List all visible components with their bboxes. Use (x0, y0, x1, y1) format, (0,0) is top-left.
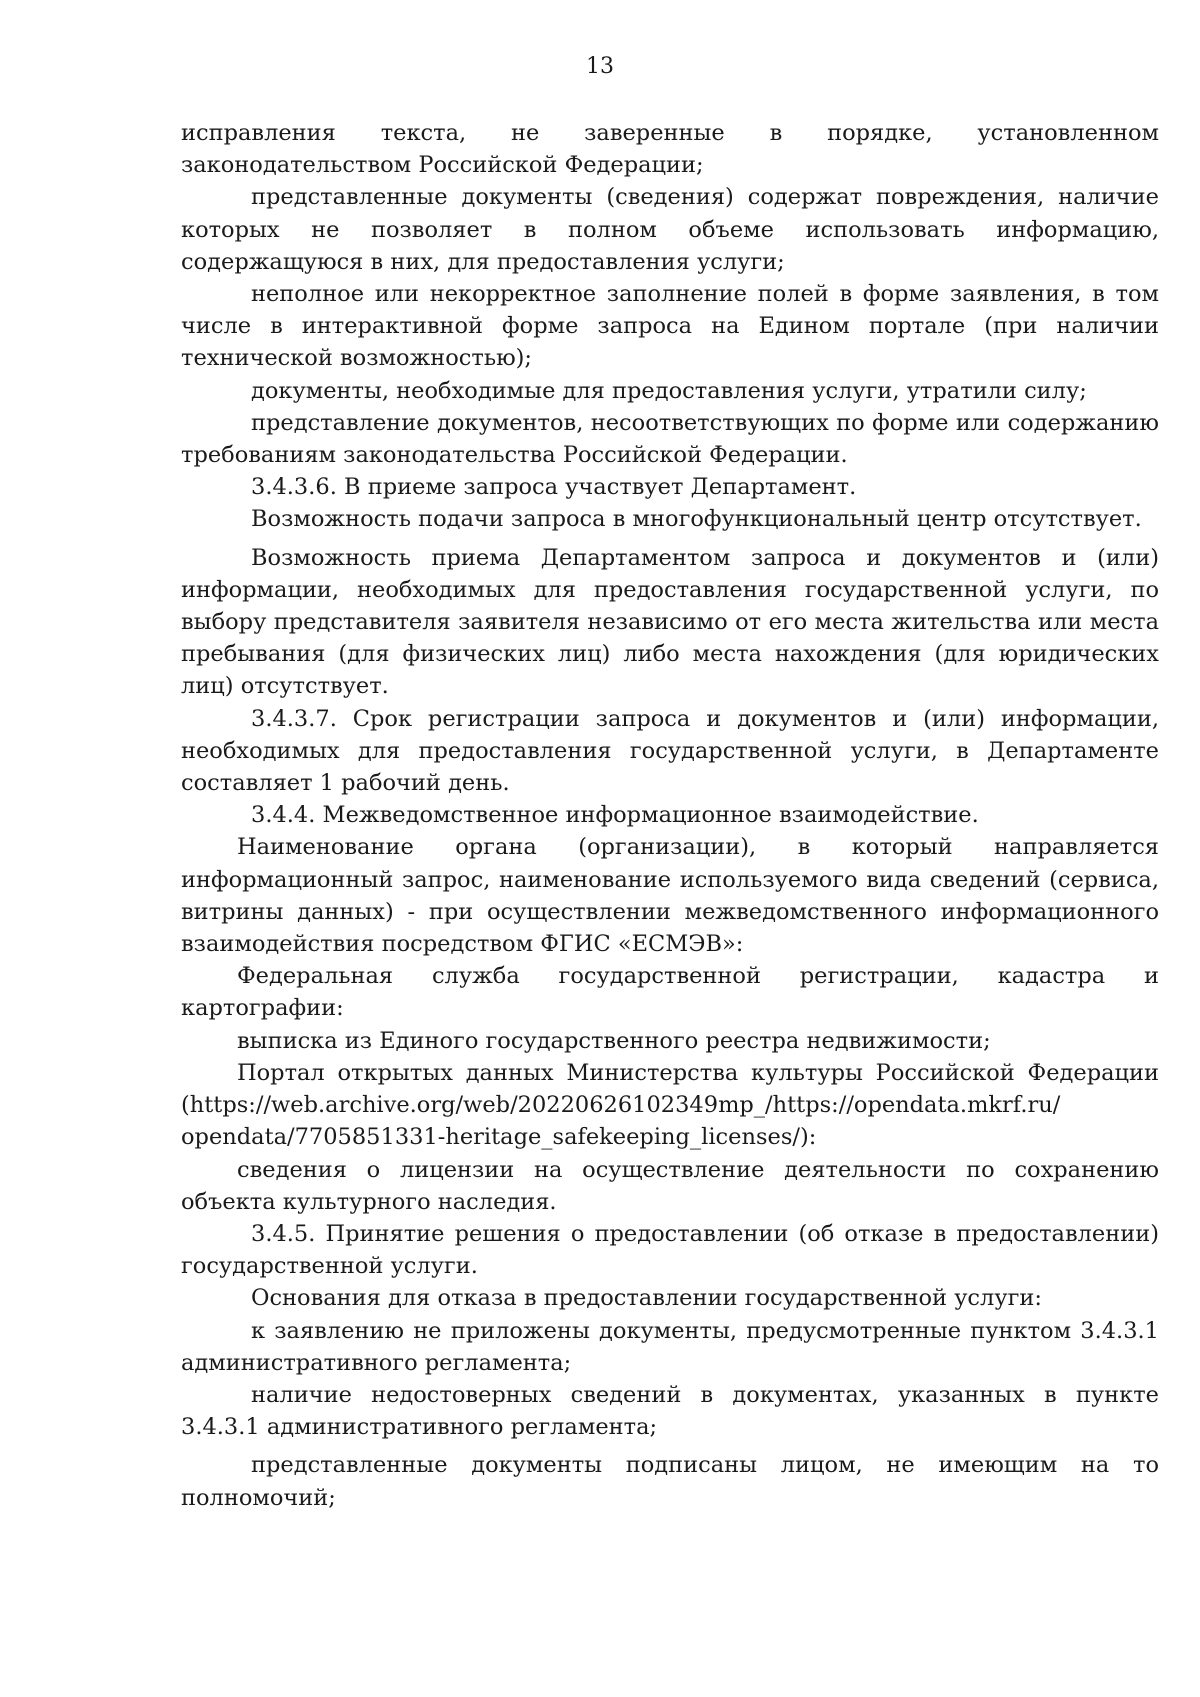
paragraph-1: исправления текста, не заверенные в порядке, установленном законодательством Российской Федерации; (181, 120, 1159, 179)
paragraph-8: Возможность приема Департаментом запроса и документов и (или) информации, необходимых для предоставления государственной услуги, по выбору представителя заявителя независимо от его места жительства или места пребывания (для физических лиц) либо места нахождения (для юридических лиц) отсутствует. (181, 544, 1159, 700)
paragraph-5: представление документов, несоответствующих по форме или содержанию требованиям законодательства Российской Федерации. (181, 409, 1159, 469)
paragraph-20: представленные документы подписаны лицом, не имеющим на то полномочий; (181, 1452, 1159, 1511)
paragraph-10: 3.4.4. Межведомственное информационное взаимодействие. (251, 802, 979, 829)
paragraph-14: Портал открытых данных Министерства культуры Российской Федерации (https://web.archive.org/web/20220626102349mp_/https://opendata.mkrf.ru/ opendata/7705851331-heritage_safekeeping_licenses/): (181, 1059, 1159, 1151)
paragraph-12: Федеральная служба государственной регистрации, кадастра и картографии: (181, 963, 1159, 1022)
paragraph-7: Возможность подачи запроса в многофункциональный центр отсутствует. (251, 506, 1142, 533)
paragraph-18: к заявлению не приложены документы, предусмотренные пунктом 3.4.3.1 административного регламента; (181, 1317, 1159, 1376)
paragraph-11: Наименование органа (организации), в который направляется информационный запрос, наименование используемого вида сведений (сервиса, витрины данных) - при осуществлении межведомственного информационного взаимодействия посредством ФГИС «ЕСМЭВ»: (181, 834, 1159, 958)
paragraph-6: 3.4.3.6. В приеме запроса участвует Департамент. (251, 474, 857, 501)
document-body (181, 117, 1159, 1514)
page-number: 13 (586, 54, 614, 79)
paragraph-2: представленные документы (сведения) содержат повреждения, наличие которых не позволяет в полном объеме использовать информацию, содержащуюся в них, для предоставления услуги; (181, 184, 1159, 275)
paragraph-3: неполное или некорректное заполнение полей в форме заявления, в том числе в интерактивной форме запроса на Едином портале (при наличии технической возможностью); (181, 281, 1159, 372)
paragraph-15: сведения о лицензии на осуществление деятельности по сохранению объекта культурного наследия. (181, 1156, 1159, 1215)
paragraph-9: 3.4.3.7. Срок регистрации запроса и документов и (или) информации, необходимых для предоставления государственной услуги, в Департаменте составляет 1 рабочий день. (181, 705, 1159, 797)
paragraph-17: Основания для отказа в предоставлении государственной услуги: (251, 1285, 1042, 1312)
paragraph-13: выписка из Единого государственного реестра недвижимости; (237, 1027, 991, 1054)
paragraph-19: наличие недостоверных сведений в документах, указанных в пункте 3.4.3.1 административного регламента; (181, 1381, 1159, 1441)
paragraph-16: 3.4.5. Принятие решения о предоставлении (об отказе в предоставлении) государственной услуги. (181, 1220, 1159, 1280)
paragraph-4: документы, необходимые для предоставления услуги, утратили силу; (251, 377, 1087, 404)
